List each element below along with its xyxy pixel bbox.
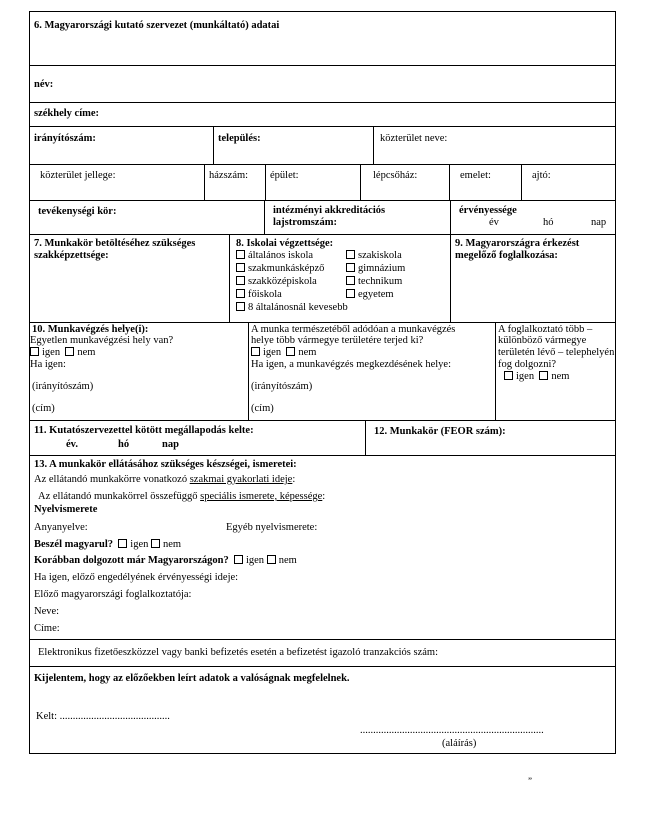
section9-title-2: megelőző foglalkozása: [455, 250, 558, 261]
checkbox-icon[interactable] [346, 263, 355, 272]
section789-row [30, 234, 615, 322]
kozterulet-neve-label: közterület neve: [380, 133, 448, 144]
practice-time-line: Az ellátandó munkakörre vonatkozó szakmai gyakorlati ideje: [34, 474, 296, 485]
tevekenysegi-kor-label: tevékenységi kör: [38, 206, 117, 217]
section10-row [30, 322, 615, 420]
section9-title-1: 9. Magyarországra érkezést [455, 238, 580, 249]
section12-cell [365, 421, 615, 455]
telepules-label: település: [218, 133, 261, 144]
other-languages-label: Egyéb nyelvismerete: [226, 522, 318, 533]
checkbox-icon[interactable] [30, 347, 39, 356]
section11-ho: hó [118, 439, 130, 450]
signature-label: (aláírás) [442, 738, 477, 749]
checkbox-icon[interactable] [504, 371, 513, 380]
section6-header-row [30, 12, 615, 65]
section8-cell [229, 235, 450, 322]
checkbox-icon[interactable] [234, 555, 243, 564]
ervenyesseg-ev: év [489, 217, 499, 228]
ervenyesseg-cell [450, 201, 615, 234]
checkbox-icon[interactable] [151, 539, 160, 548]
section8-title: 8. Iskolai végzettsége: [236, 238, 334, 249]
checkbox-icon[interactable] [267, 555, 276, 564]
language-heading: Nyelvismerete [34, 504, 98, 515]
section11-ev: év. [66, 439, 78, 450]
payment-row [30, 639, 615, 666]
previous-permit-line: Ha igen, előző engedélyének érvényességi ideje: [34, 572, 239, 583]
school-option-2[interactable]: szakiskola [346, 250, 402, 262]
school-option-9[interactable]: 8 általánosnál kevesebb [236, 302, 348, 314]
szekhely-row [30, 102, 615, 126]
checkbox-icon[interactable] [65, 347, 74, 356]
multi-county-zip: (irányítószám) [251, 381, 313, 392]
single-place-address: (cím) [32, 403, 55, 414]
single-place-question: Egyetlen munkavégzési hely van? [30, 335, 174, 346]
nev-label: név: [34, 79, 54, 90]
address-row-1 [30, 126, 615, 164]
emelet-label: emelet: [460, 170, 491, 181]
checkbox-icon[interactable] [286, 347, 295, 356]
iranyitoszam-label: irányítószám: [34, 133, 96, 144]
school-option-7[interactable]: főiskola [236, 289, 282, 301]
multi-county-address: (cím) [251, 403, 274, 414]
checkbox-icon[interactable] [236, 289, 245, 298]
emelet-cell [449, 165, 521, 200]
school-option-1[interactable]: általános iskola [236, 250, 313, 262]
ervenyesseg-nap: nap [591, 217, 607, 228]
special-skills-line: Az ellátandó munkakörrel összefüggő speciális ismerete, képessége: [38, 491, 326, 502]
section11-nap: nap [162, 439, 179, 450]
speaks-hungarian-line: Beszél magyarul? igen nem [34, 539, 182, 550]
section13-title: 13. A munkakör ellátásához szükséges készségei, ismeretei: [34, 459, 297, 470]
ervenyesseg-label: érvényessége [459, 205, 517, 216]
kozterulet-neve-cell [373, 127, 615, 164]
school-option-5[interactable]: szakközépiskola [236, 276, 317, 288]
employer-name-label: Neve: [34, 606, 60, 617]
checkbox-icon[interactable] [346, 276, 355, 285]
section12-title: 12. Munkakör (FEOR szám): [374, 426, 506, 437]
telepules-cell [213, 127, 373, 164]
multi-county-ha-igen: Ha igen, a munkavégzés megkezdésének helye: [251, 359, 451, 370]
lepcsohaz-label: lépcsőház: [373, 170, 418, 181]
employer-address-label: Címe: [34, 623, 60, 634]
epulet-cell [265, 165, 360, 200]
nev-row [30, 65, 615, 102]
szekhely-label: székhely címe: [34, 108, 100, 119]
section10-title: 10. Munkavégzés helye(i): [32, 324, 149, 335]
ervenyesseg-ho: hó [543, 217, 554, 228]
section9-cell [450, 235, 615, 322]
checkbox-icon[interactable] [539, 371, 548, 380]
hazszam-label: házszám: [209, 170, 249, 181]
school-option-4[interactable]: gimnázium [346, 263, 405, 275]
mother-tongue-label: Anyanyelve: [34, 522, 88, 533]
multi-county-q2: helye több vármegye területére terjed ki? [251, 335, 424, 346]
section7-title-1: 7. Munkakör betöltéséhez szükséges [34, 238, 196, 249]
other-sites-q1: A foglalkoztató több – [498, 324, 593, 335]
kozterulet-jellege-label: közterület jellege: [40, 170, 116, 181]
section13-row [30, 455, 615, 639]
section6-title: 6. Magyarországi kutató szervezet (munkáltató) adatai [34, 20, 280, 31]
checkbox-icon[interactable] [346, 250, 355, 259]
activity-row [30, 200, 615, 234]
payment-text: Elektronikus fizetőeszközzel vagy banki befizetés esetén a befizetést igazoló tranzakciós szám: [38, 647, 438, 658]
school-option-8[interactable]: egyetem [346, 289, 394, 301]
multi-county-q1: A munka természetéből adódóan a munkavégzés [251, 324, 456, 335]
ajto-label: ajtó: [532, 170, 551, 181]
declaration-text: Kijelentem, hogy az előzőekben leírt adatok a valóságnak megfelelnek. [34, 673, 350, 684]
multi-county-options: igen nem [251, 347, 316, 359]
single-place-zip: (irányítószám) [32, 381, 94, 392]
checkbox-icon[interactable] [236, 250, 245, 259]
epulet-label: épület: [270, 170, 299, 181]
address-row-2 [30, 164, 615, 200]
checkbox-icon[interactable] [236, 263, 245, 272]
lepcsohaz-cell [360, 165, 449, 200]
section7-title-2: szakképzettsége: [34, 250, 109, 261]
section1112-row [30, 420, 615, 455]
checkbox-icon[interactable] [236, 302, 245, 311]
kelt-line: Kelt: .......................................... [36, 711, 170, 722]
school-option-6[interactable]: technikum [346, 276, 402, 288]
akkreditacio-label-2: lajstromszám: [273, 217, 337, 228]
other-sites-q2: különböző vármegye [498, 335, 587, 346]
akkreditacio-label-1: intézményi akkreditációs [273, 205, 386, 216]
other-sites-q4: fog dolgozni? [498, 359, 557, 370]
multi-county-cell [248, 323, 495, 420]
checkbox-icon[interactable] [236, 276, 245, 285]
other-sites-cell [495, 323, 615, 420]
other-sites-q3: területén lévő – telephelyén [498, 347, 615, 358]
ajto-cell [521, 165, 615, 200]
worked-before-line: Korábban dolgozott már Magyarországon? igen nem [34, 555, 297, 566]
declaration-row [30, 666, 615, 753]
application-form [29, 11, 616, 754]
single-place-ha-igen: Ha igen: [30, 359, 66, 370]
checkbox-icon[interactable] [346, 289, 355, 298]
checkbox-icon[interactable] [251, 347, 260, 356]
akkreditacio-cell [264, 201, 450, 234]
single-place-options: igen nem [30, 347, 95, 359]
section11-title: 11. Kutatószervezettel kötött megállapodás kelte: [34, 425, 254, 436]
other-sites-options: igen nem [504, 371, 569, 383]
hazszam-cell [204, 165, 265, 200]
previous-employer-line: Előző magyarországi foglalkoztatója: [34, 589, 192, 600]
footer-quote-mark: ” [528, 776, 532, 786]
checkbox-icon[interactable] [118, 539, 127, 548]
school-option-3[interactable]: szakmunkásképző [236, 263, 324, 275]
signature-line: ...................................................................... [360, 725, 544, 736]
